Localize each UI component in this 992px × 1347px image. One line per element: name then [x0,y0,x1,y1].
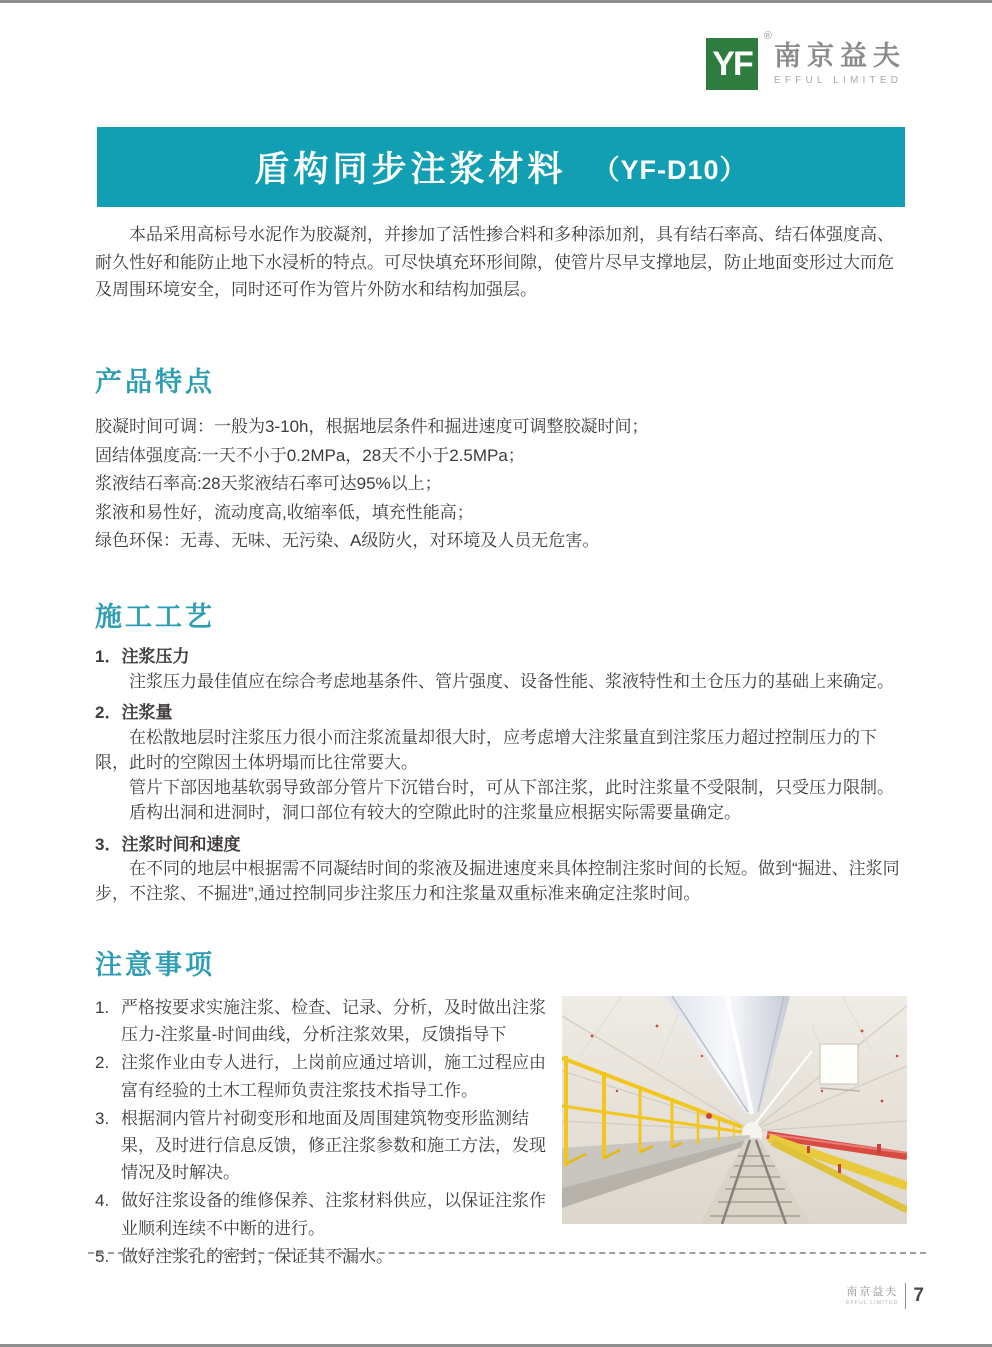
features-list [95,413,907,556]
feature-item: 浆液和易性好，流动度高,收缩率低，填充性能高； [95,502,474,522]
logo-mark-icon [706,30,772,90]
feature-item: 浆液结石率高:28天浆液结石率可达95%以上； [95,474,442,494]
brand-logo [706,30,906,90]
brand-name-en: EFFUL LIMITED [774,75,903,87]
item-text: 做好注浆设备的维修保养、注浆材料供应，以保证注浆作业顺利连续不中断的进行。 [121,1191,546,1238]
precaution-item [95,1187,557,1241]
process-sub2-paragraph: 在松散地层时注浆压力很小而注浆流量却很大时，应考虑增大注浆量直到注浆压力超过控制压力的下限，此时的空隙因土体坍塌而比往常要大。 [95,727,877,772]
process-sub2-title: 2．注浆量 [95,703,173,723]
intro-paragraph: 本品采用高标号水泥作为胶凝剂，并掺加了活性掺合料和多种添加剂，具有结石率高、结石体强度高、耐久性好和能防止地下水浸析的特点。可尽快填充环形间隙，使管片尽早支撑地层，防止地面变形过大而危及周围环境安全，同时还可作为管片外防水和结构加强层。 [95,225,894,300]
item-number: 5. [95,1246,110,1266]
product-title: 盾构同步注浆材料 [254,150,567,189]
precautions-list [95,994,557,1271]
item-text: 注浆作业由专人进行，上岗前应通过培训，施工过程应由富有经验的土木工程师负责注浆技术指导工作。 [121,1053,546,1100]
brand-name-cn: 南京益夫 [774,40,906,71]
precaution-item [95,994,557,1048]
feature-item: 固结体强度高:一天不小于0.2MPa，28天不小于2.5MPa； [95,445,525,465]
tunnel-photo-graphic [562,996,907,1224]
process-sub2-paragraph: 盾构出洞和进洞时，洞口部位有较大的空隙此时的注浆量应根据实际需要量确定。 [129,802,741,822]
item-text: 严格按要求实施注浆、检查、记录、分析，及时做出注浆压力-注浆量-时间曲线，分析注浆效果，反馈指导下 [121,998,546,1045]
brand-name-block [774,42,906,87]
precautions-columns [95,994,907,1271]
page-top-border [0,0,992,3]
footer-brand [846,1283,924,1309]
precaution-item [95,1049,557,1103]
features-heading: 产品特点 [95,367,215,397]
footer-dashed-divider [88,1252,926,1254]
process-sub2-paragraph: 管片下部因地基软弱导致部分管片下沉错台时，可从下部注浆，此时注浆量不受限制，只受压力限制。 [129,777,894,797]
footer-brand-text [846,1286,898,1306]
process-sub3-paragraph: 在不同的地层中根据需不同凝结时间的浆液及掘进速度来具体控制注浆时间的长短。做到“掘进、注浆同步，不注浆、不掘进”,通过控制同步注浆压力和注浆量双重标准来确定注浆时间。 [95,859,900,904]
page-number: 7 [913,1285,924,1306]
process-heading: 施工工艺 [95,602,215,632]
item-number: 4. [95,1191,110,1211]
precaution-item [95,1243,557,1270]
process-sub1-title: 1．注浆压力 [95,647,190,666]
section-precautions [95,943,907,1271]
process-body [95,644,907,907]
product-model: （YF-D10） [592,154,748,185]
logo-letters: YF [712,45,752,83]
item-text: 根据洞内管片衬砌变形和地面及周围建筑物变形监测结果，及时进行信息反馈，修正注浆参数和施工方法，发现情况及时解决。 [121,1108,546,1183]
feature-item: 绿色环保：无毒、无味、无污染、A级防火，对环境及人员无危害。 [95,531,600,551]
footer-brand-en: EFFUL LIMITED [846,1300,899,1307]
item-number: 1. [95,998,110,1017]
tunnel-photo [562,996,907,1224]
item-number: 2. [95,1053,110,1073]
process-sub1-paragraph: 注浆压力最佳值应在综合考虑地基条件、管片强度、设备性能、浆液特性和土仓压力的基础上来确定。 [129,671,894,691]
precaution-item [95,1105,557,1187]
section-process [95,595,907,907]
footer-brand-cn: 南京益夫 [846,1285,899,1298]
section-features [95,360,907,556]
process-sub3-title: 3．注浆时间和速度 [95,834,241,854]
item-text: 做好注浆孔的密封，保证其不漏水。 [121,1246,393,1266]
registered-trademark-icon: ® [763,30,772,42]
product-title-banner [97,127,905,207]
precautions-heading: 注意事项 [95,950,215,980]
footer-separator [905,1283,906,1309]
item-number: 3. [95,1108,110,1128]
feature-item: 胶凝时间可调：一般为3-10h，根据地层条件和掘进速度可调整胶凝时间； [95,417,649,436]
